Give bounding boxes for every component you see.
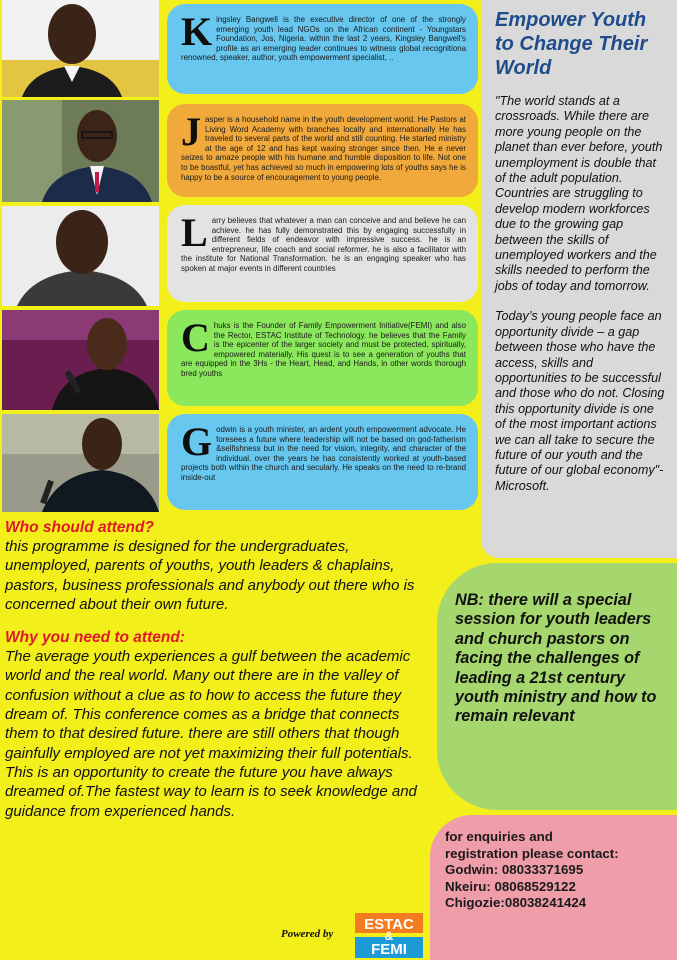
contact-line: registration please contact: bbox=[445, 845, 619, 861]
bio-initial: L bbox=[181, 210, 208, 255]
bio-text: huks is the Founder of Family Empowerment Initiative(FEMI) and also the Rector, ESTAC Institute of Technology. he believes that the Family is the epicenter of the larger society and must be protected, spiritually, empowered materially. His quest is to see a generation of youths that are equipped in the 3Hs - the Heart, Head, and Hands, in other words thorough bred youths bbox=[181, 321, 466, 378]
bio-initial: C bbox=[181, 315, 210, 360]
bio-initial: K bbox=[181, 9, 213, 54]
why-heading: Why you need to attend: bbox=[5, 629, 185, 647]
contact-chigozie: Chigozie:08038241424 bbox=[445, 895, 587, 910]
speaker-photo-jasper bbox=[2, 100, 159, 202]
speaker-photo-larry bbox=[2, 206, 159, 306]
bio-initial: J bbox=[181, 109, 201, 154]
bio-text: odwin is a youth minister, an ardent youth empowerment advocate. He foresees a future where leadership will not be based on god-fatherism &selfishness but in the need for vision, integrity, and character of the individual. over the years he has consistently worked at youth-based projects both within the church and secularly. He speaks on the need to re-brand inside-out bbox=[181, 425, 466, 482]
contact-box bbox=[430, 815, 677, 960]
bio-text: arry believes that whatever a man can conceive and and believe he can achieve. he has fully demonstrated this by engaging successfully in different fields of endeavor with impressive success. he is an entrepreneur, life coach and social reformer. he is also a facilitator with the institute for National Transformation. he is an engaging speaker who has spoken at major events in different countries bbox=[181, 216, 466, 273]
powered-by-label: Powered by bbox=[281, 928, 334, 940]
bio-card-jasper bbox=[167, 104, 478, 197]
attend-section bbox=[5, 518, 435, 821]
speaker-photo-godwin bbox=[2, 414, 159, 512]
nb-box bbox=[437, 563, 677, 810]
contact-nkeiru: Nkeiru: 08068529122 bbox=[445, 878, 576, 894]
side-panel bbox=[481, 0, 677, 558]
contact-line: for enquiries and bbox=[445, 829, 553, 844]
bio-initial: G bbox=[181, 419, 213, 464]
logo-text-bottom: FEMI bbox=[371, 941, 407, 958]
side-title: Empower Youth to Change Their World bbox=[495, 9, 648, 79]
logo-text-ampersand: & bbox=[384, 929, 394, 943]
contact-godwin: Godwin: 08033371695 bbox=[445, 862, 584, 877]
speaker-photo-chuks bbox=[2, 310, 159, 410]
who-text: this programme is designed for the undergraduates, unemployed, parents of youths, youth leaders & chaplains, pastors, business professionals and anybody out there who is concerned about their own future. bbox=[5, 538, 415, 613]
bio-card-godwin bbox=[167, 414, 478, 510]
bio-card-chuks bbox=[167, 310, 478, 406]
who-heading: Who should attend? bbox=[5, 519, 154, 536]
nb-text: NB: there will a special session for youth leaders and church pastors on facing the challenges of leading a 21st century youth ministry and how to remain relevant bbox=[455, 591, 657, 726]
bio-card-kingsley bbox=[167, 4, 478, 94]
bio-card-larry bbox=[167, 205, 478, 302]
side-quote-continued: Today’s young people face an opportunity divide – a gap between those who have the access, skills and opportunities to be successful and those who do not. Closing this opportunity divide is one of the most important actions we can all take to secure the future of our youth and the future of our global economy"- Microsoft. bbox=[495, 309, 665, 493]
speaker-photo-kingsley bbox=[2, 0, 159, 97]
bio-text: ingsley Bangwell is the executive director of one of the strongly emerging youth lead NGOs on the African continent - Youngstars Foundation, Jos, Nigeria. within the last 2 years, Kingsley Bangwell's profile as an emerging leader continues to witness global recognitiona renowned, speaker, author, youth empowerment specialist, .. bbox=[181, 15, 466, 63]
bio-text: asper is a household name in the youth development world. He Pastors at Living Word Academy with branches locally and internationally He has traveled to several parts of the world and still counting. He started ministry at the age of 12 and has kept waxing stronger since then. He e never seizes to amaze people with his humane and humble disposition to life. Not one to be boastful, yet has achieved so much in empowering lots of youths says he is happy to be a source of encouragement to young people. bbox=[181, 115, 466, 182]
side-quote: "The world stands at a crossroads. While there are more young people on the planet than ever before, youth unemployment is double that of the adult population. Countries are struggling to develop modern workforces due to the growing gap between the skills of unemployed workers and the skills needed to perform the jobs of today and tomorrow. bbox=[495, 94, 663, 293]
estac-femi-logo bbox=[355, 913, 423, 958]
logo-text-top: ESTAC bbox=[364, 916, 414, 933]
why-text: The average youth experiences a gulf between the academic world and the real world. Many out there are in the valley of confusion without a clue as to how to access the future they dream of. This conference comes as a bridge that connects them to that desired future. there are still others that though gainfully employed are not yet maximizing their full potentials. This is an opportunity to create the future you have always dreamed of.The fastest way to learn is to seek knowledge and guidance from experienced hands. bbox=[5, 648, 417, 820]
